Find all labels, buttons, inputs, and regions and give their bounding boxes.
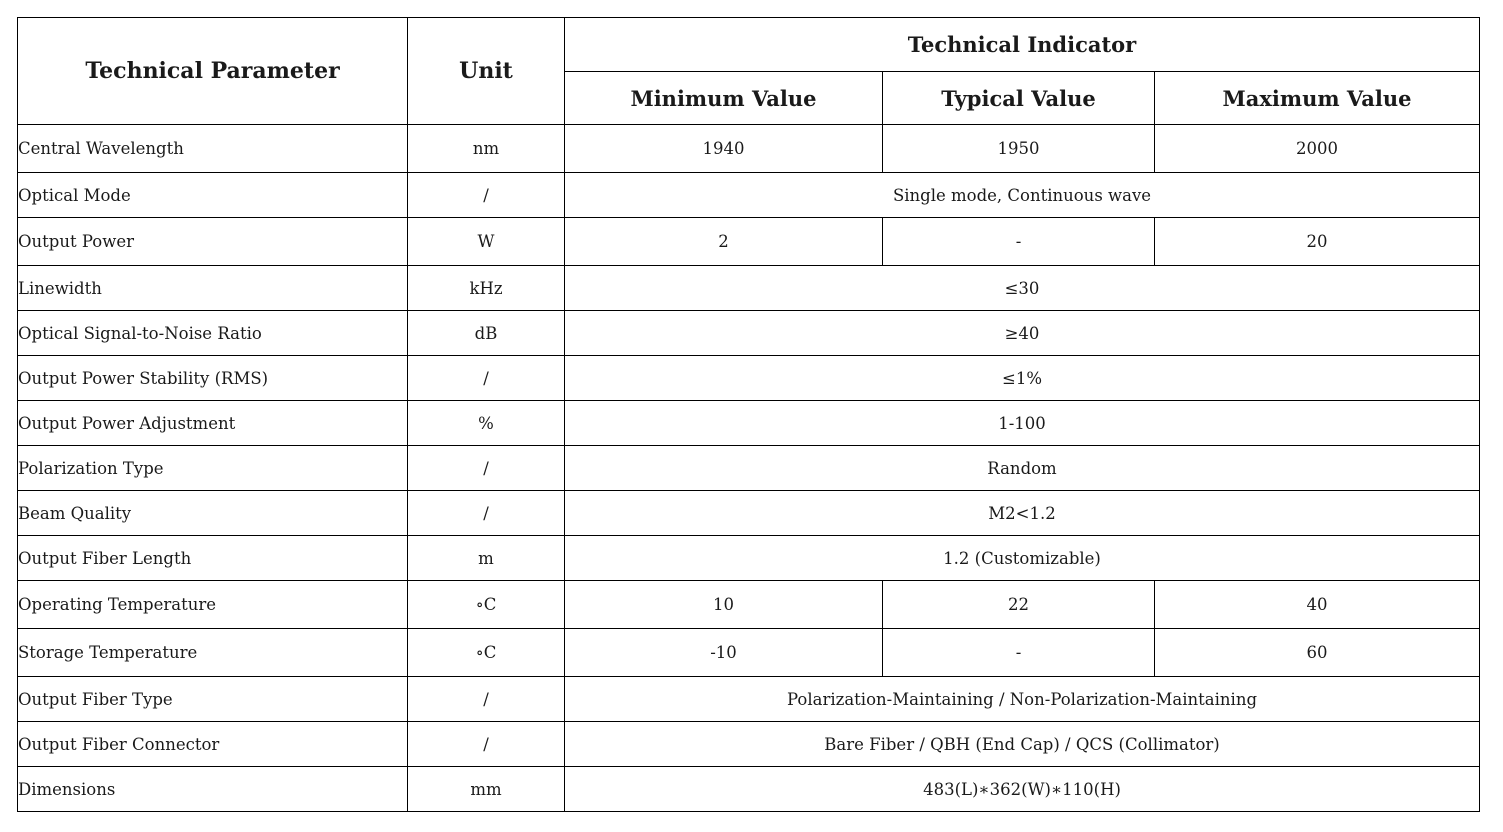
typical-cell: 1950 (883, 125, 1155, 173)
unit-cell: kHz (408, 266, 565, 311)
max-cell: 40 (1155, 581, 1480, 629)
value-cell: Random (565, 446, 1480, 491)
table-row (18, 491, 1480, 536)
param-cell: Output Power Stability (RMS) (18, 356, 408, 401)
header-unit: Unit (408, 18, 565, 125)
table-row (18, 218, 1480, 266)
table-row (18, 401, 1480, 446)
param-cell: Output Fiber Type (18, 677, 408, 722)
max-cell: 20 (1155, 218, 1480, 266)
param-cell: Beam Quality (18, 491, 408, 536)
param-cell: Output Fiber Connector (18, 722, 408, 767)
header-min: Minimum Value (565, 72, 883, 125)
table-row (18, 173, 1480, 218)
unit-cell: / (408, 491, 565, 536)
unit-cell: / (408, 446, 565, 491)
param-cell: Polarization Type (18, 446, 408, 491)
value-cell: ≤30 (565, 266, 1480, 311)
unit-cell: m (408, 536, 565, 581)
max-cell: 2000 (1155, 125, 1480, 173)
min-cell: 2 (565, 218, 883, 266)
min-cell: 10 (565, 581, 883, 629)
param-cell: Central Wavelength (18, 125, 408, 173)
value-cell: ≥40 (565, 311, 1480, 356)
unit-cell: % (408, 401, 565, 446)
value-cell: Single mode, Continuous wave (565, 173, 1480, 218)
table-row (18, 536, 1480, 581)
table-row (18, 446, 1480, 491)
typical-cell: - (883, 629, 1155, 677)
value-cell: M2<1.2 (565, 491, 1480, 536)
spec-table (17, 17, 1480, 812)
table-row (18, 629, 1480, 677)
min-cell: -10 (565, 629, 883, 677)
unit-cell: / (408, 356, 565, 401)
header-typical: Typical Value (883, 72, 1155, 125)
table-row (18, 266, 1480, 311)
table-row (18, 677, 1480, 722)
typical-cell: 22 (883, 581, 1155, 629)
param-cell: Output Power Adjustment (18, 401, 408, 446)
value-cell: 1.2 (Customizable) (565, 536, 1480, 581)
table-row (18, 125, 1480, 173)
value-cell: Bare Fiber / QBH (End Cap) / QCS (Collimator) (565, 722, 1480, 767)
table-row (18, 311, 1480, 356)
unit-cell: / (408, 722, 565, 767)
min-cell: 1940 (565, 125, 883, 173)
param-cell: Dimensions (18, 767, 408, 812)
table-row (18, 722, 1480, 767)
table-row (18, 356, 1480, 401)
unit-cell: dB (408, 311, 565, 356)
value-cell: Polarization-Maintaining / Non-Polarization-Maintaining (565, 677, 1480, 722)
param-cell: Storage Temperature (18, 629, 408, 677)
unit-cell: W (408, 218, 565, 266)
typical-cell: - (883, 218, 1155, 266)
header-indicator: Technical Indicator (565, 18, 1480, 72)
unit-cell: / (408, 677, 565, 722)
param-cell: Linewidth (18, 266, 408, 311)
table-row (18, 767, 1480, 812)
param-cell: Output Fiber Length (18, 536, 408, 581)
max-cell: 60 (1155, 629, 1480, 677)
unit-cell: mm (408, 767, 565, 812)
param-cell: Output Power (18, 218, 408, 266)
value-cell: 1-100 (565, 401, 1480, 446)
unit-cell: / (408, 173, 565, 218)
value-cell: 483(L)∗362(W)∗110(H) (565, 767, 1480, 812)
param-cell: Optical Signal-to-Noise Ratio (18, 311, 408, 356)
param-cell: Optical Mode (18, 173, 408, 218)
header-max: Maximum Value (1155, 72, 1480, 125)
table-row (18, 581, 1480, 629)
unit-cell: ∘C (408, 629, 565, 677)
param-cell: Operating Temperature (18, 581, 408, 629)
header-parameter: Technical Parameter (18, 18, 408, 125)
unit-cell: ∘C (408, 581, 565, 629)
unit-cell: nm (408, 125, 565, 173)
value-cell: ≤1% (565, 356, 1480, 401)
